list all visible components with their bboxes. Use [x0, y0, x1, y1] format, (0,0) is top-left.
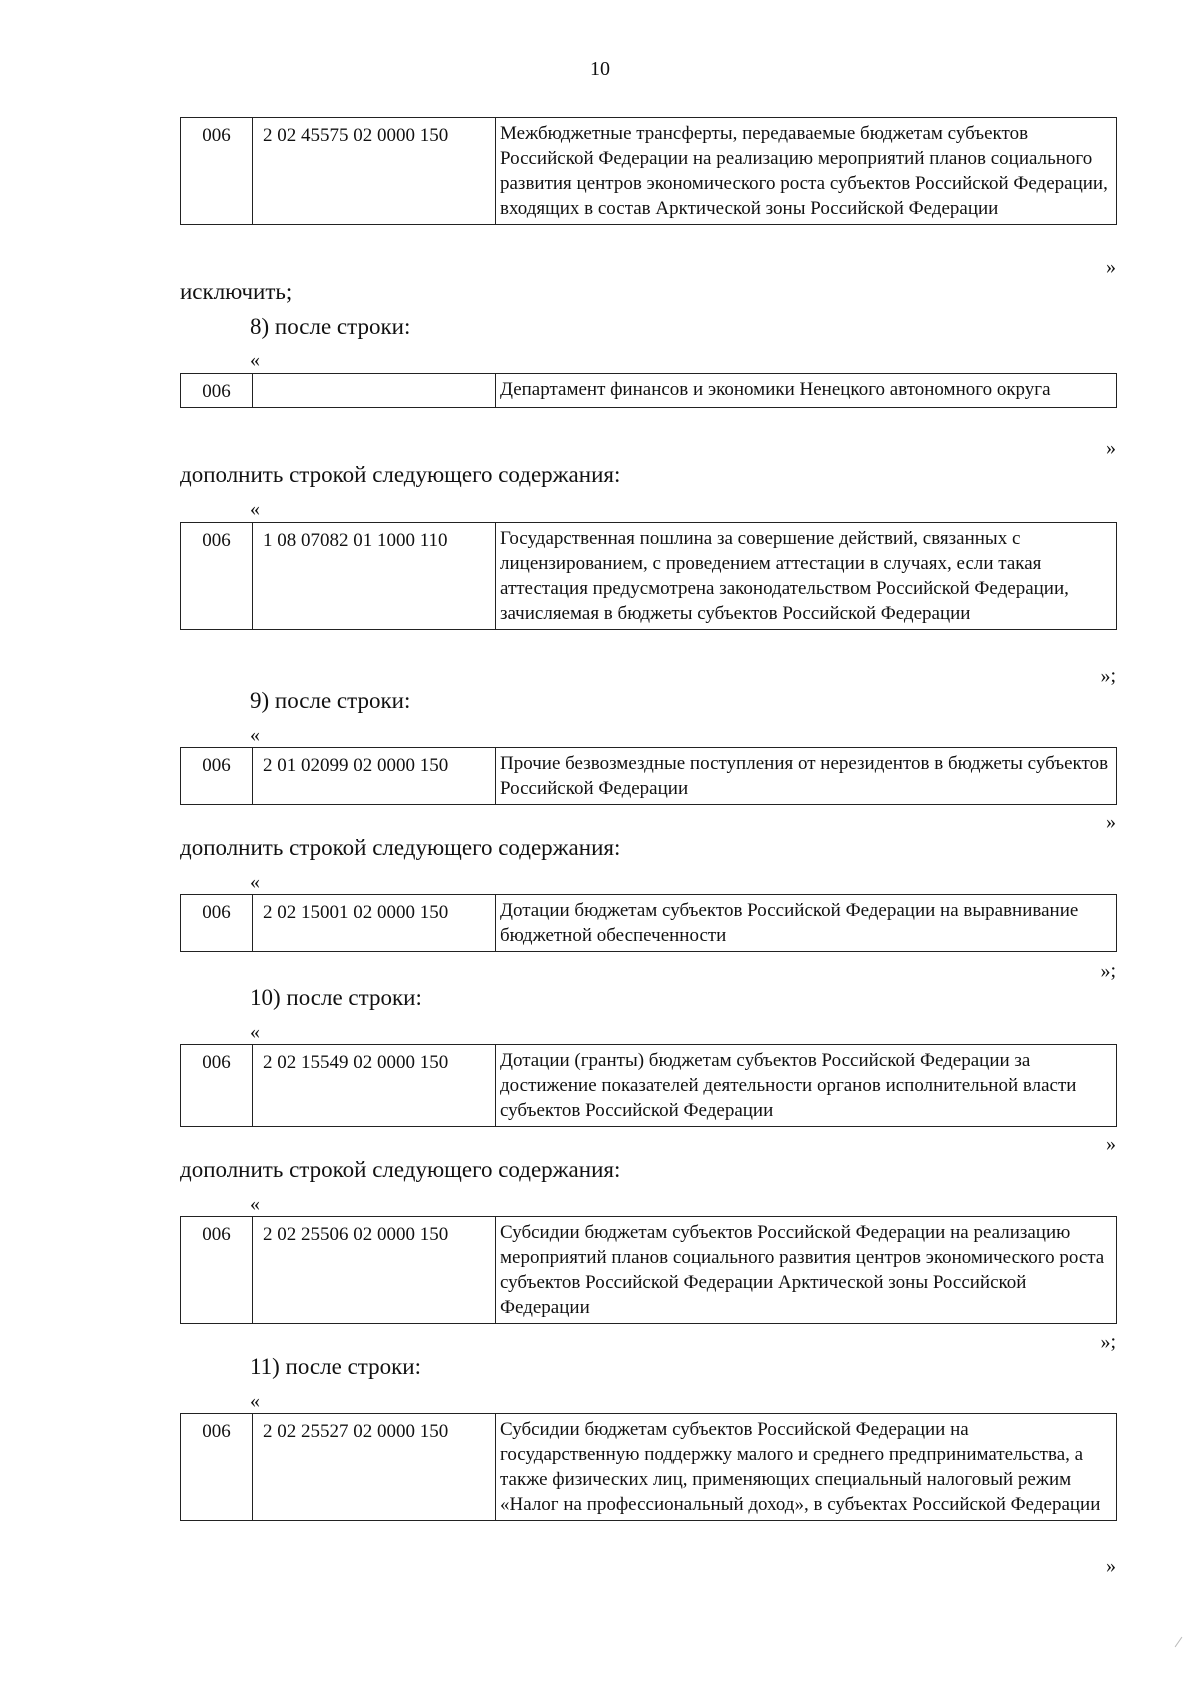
budget-table-5 — [180, 894, 1117, 952]
budget-table-2 — [180, 373, 1117, 408]
description-cell: Прочие безвозмездные поступления от нерезидентов в бюджеты субъектов Российской Федерации — [496, 748, 1117, 805]
exclude-text: исключить; — [180, 279, 293, 304]
admin-code-cell: 006 — [181, 1045, 253, 1127]
description-cell: Дотации (гранты) бюджетам субъектов Российской Федерации за достижение показателей деятельности органов исполнительной власти субъектов Российской Федерации — [496, 1045, 1117, 1127]
closing-quote: » — [1106, 811, 1116, 833]
admin-code-cell: 006 — [181, 523, 253, 630]
budget-code-cell: 2 02 45575 02 0000 150 — [253, 118, 496, 225]
table-row — [181, 118, 1117, 225]
admin-code-cell: 006 — [181, 1414, 253, 1521]
add-row-text: дополнить строкой следующего содержания: — [180, 462, 621, 487]
admin-code-cell: 006 — [181, 895, 253, 952]
description-cell: Субсидии бюджетам субъектов Российской Федерации на государственную поддержку малого и среднего предпринимательства, а также физических лиц, применяющих специальный налоговый режим «Налог на профессиональный доход», в субъектах Российской Федерации — [496, 1414, 1117, 1521]
page-number: 10 — [590, 58, 610, 80]
table-row — [181, 748, 1117, 805]
closing-quote: » — [1106, 1555, 1116, 1577]
add-row-text: дополнить строкой следующего содержания: — [180, 835, 621, 860]
opening-quote: « — [250, 1390, 260, 1412]
description-cell: Департамент финансов и экономики Ненецкого автономного округа — [496, 374, 1117, 408]
table-row — [181, 1414, 1117, 1521]
table-row — [181, 374, 1117, 408]
item-9-heading: 9) после строки: — [250, 688, 411, 713]
opening-quote: « — [250, 871, 260, 893]
budget-table-1 — [180, 117, 1117, 225]
closing-quote: »; — [1100, 960, 1116, 982]
admin-code-cell: 006 — [181, 748, 253, 805]
opening-quote: « — [250, 1021, 260, 1043]
opening-quote: « — [250, 349, 260, 371]
budget-table-4 — [180, 747, 1117, 805]
budget-code-cell: 2 01 02099 02 0000 150 — [253, 748, 496, 805]
scan-artifact — [1175, 1637, 1183, 1647]
item-10-heading: 10) после строки: — [250, 985, 422, 1010]
budget-code-cell: 2 02 15001 02 0000 150 — [253, 895, 496, 952]
admin-code-cell: 006 — [181, 118, 253, 225]
description-cell: Дотации бюджетам субъектов Российской Федерации на выравнивание бюджетной обеспеченности — [496, 895, 1117, 952]
admin-code-cell: 006 — [181, 1217, 253, 1324]
budget-table-8 — [180, 1413, 1117, 1521]
budget-table-7 — [180, 1216, 1117, 1324]
description-cell: Субсидии бюджетам субъектов Российской Федерации на реализацию мероприятий планов социального развития центров экономического роста субъектов Российской Федерации Арктической зоны Российской Федерации — [496, 1217, 1117, 1324]
table-row — [181, 1045, 1117, 1127]
opening-quote: « — [250, 498, 260, 520]
budget-code-cell — [253, 374, 496, 408]
description-cell: Межбюджетные трансферты, передаваемые бюджетам субъектов Российской Федерации на реализацию мероприятий планов социального развития центров экономического роста субъектов Российской Федерации, входящих в состав Арктической зоны Российской Федерации — [496, 118, 1117, 225]
add-row-text: дополнить строкой следующего содержания: — [180, 1157, 621, 1182]
budget-code-cell: 2 02 25506 02 0000 150 — [253, 1217, 496, 1324]
item-8-heading: 8) после строки: — [250, 314, 411, 339]
closing-quote: » — [1106, 437, 1116, 459]
budget-table-3 — [180, 522, 1117, 630]
budget-code-cell: 2 02 15549 02 0000 150 — [253, 1045, 496, 1127]
table-row — [181, 1217, 1117, 1324]
closing-quote: »; — [1100, 1331, 1116, 1353]
opening-quote: « — [250, 1193, 260, 1215]
table-row — [181, 523, 1117, 630]
closing-quote: » — [1106, 1133, 1116, 1155]
description-cell: Государственная пошлина за совершение действий, связанных с лицензированием, с проведением аттестации в случаях, если такая аттестация предусмотрена законодательством Российской Федерации, зачисляемая в бюджеты субъектов Российской Федерации — [496, 523, 1117, 630]
item-11-heading: 11) после строки: — [250, 1354, 421, 1379]
admin-code-cell: 006 — [181, 374, 253, 408]
budget-code-cell: 2 02 25527 02 0000 150 — [253, 1414, 496, 1521]
opening-quote: « — [250, 724, 260, 746]
closing-quote: » — [1106, 256, 1116, 278]
closing-quote: »; — [1100, 665, 1116, 687]
table-row — [181, 895, 1117, 952]
budget-code-cell: 1 08 07082 01 1000 110 — [253, 523, 496, 630]
budget-table-6 — [180, 1044, 1117, 1127]
